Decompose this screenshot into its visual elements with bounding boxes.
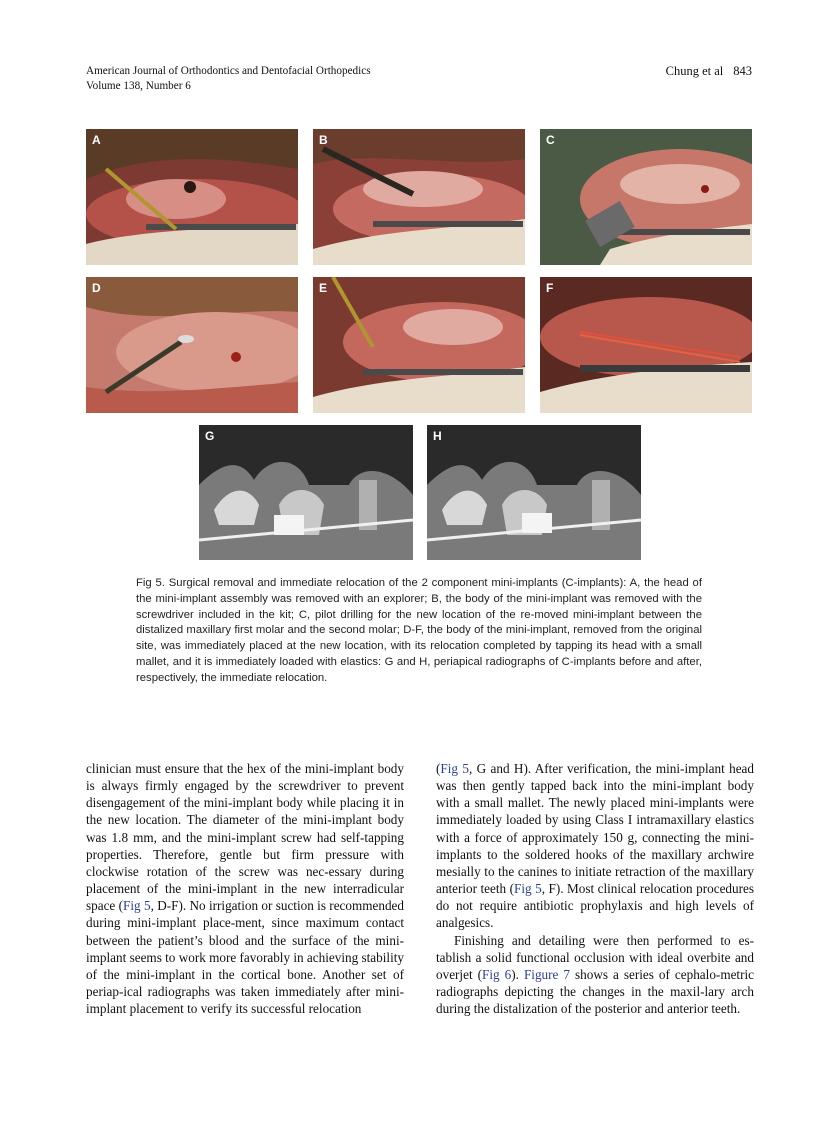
paragraph-text: (	[436, 761, 441, 776]
intraoral-photo	[86, 277, 298, 413]
paragraph	[436, 932, 754, 1018]
figure-reference-link[interactable]: Figure 7	[523, 966, 570, 982]
page-header-right	[666, 64, 752, 79]
journal-title: American Journal of Orthodontics and Dentofacial Orthopedics	[86, 65, 371, 77]
panel-label: H	[433, 429, 442, 443]
figure-caption	[136, 576, 702, 687]
intraoral-photo	[540, 277, 752, 413]
figure-reference-link[interactable]: Fig 6	[482, 966, 512, 982]
panel-label: D	[92, 281, 101, 295]
intraoral-photo	[313, 129, 525, 265]
periapical-radiograph	[199, 425, 413, 560]
intraoral-photo	[86, 129, 298, 265]
paragraph-text: , F). Most clinical relocation procedures do not require antibiotic prophylaxis and high levels of analgesics.	[436, 881, 754, 931]
figure-panel-f	[540, 277, 752, 413]
intraoral-photo	[313, 277, 525, 413]
panel-label: A	[92, 133, 101, 147]
paragraph-text: , G and H). After verification, the mini-implant head was then gently tapped back into the mini-implant body with a small mallet. The newly placed mini-implants were immediately loaded by using Class I intramaxillary elastics with a force of approximately 150 g, connecting the mini-implants to the soldered hooks of the maxillary archwire mesially to the canines to initiate retraction of the maxillary anterior teeth (	[436, 761, 754, 897]
figure-reference-link[interactable]: Fig 5	[440, 761, 469, 776]
journal-volume: Volume 138, Number 6	[86, 80, 191, 92]
paragraph-text: , D-F). No irrigation or suction is recommended during mini-implant place-ment, since maximum contact between the patient’s blood and the surface of the mini-implant seems to work more favorably in achieving stability of the mini-implant in the cortical bone. Another set of periap-ical radiographs was taken immediately after mini-implant placement to verify its successful relocation	[86, 898, 405, 1017]
panel-label: F	[546, 281, 554, 295]
figure-panel-g	[199, 425, 413, 560]
body-column-right	[436, 760, 754, 1017]
caption-text: Surgical removal and immediate relocation of the 2 component mini-implants (C-implants): A, the head of the mini-implant assembly was removed with an explorer; B, the body of the mini-implant was removed with the screwdriver included in the kit; C, pilot drilling for the new location of the re-moved mini-implant between the distalized maxillary first molar and the second molar; D-F, the body of the mini-implant, removed from the original site, was immediately placed at the new location, with its relocation completed by tapping its head with a small mallet, and it is immediately loaded with elastics: G and H, periapical radiographs of C-implants before and after, respectively, the immediate relocation.	[136, 577, 702, 684]
panel-label: C	[546, 133, 555, 147]
figure-reference-link[interactable]: Fig 5	[514, 881, 542, 897]
caption-label: Fig 5.	[136, 577, 165, 589]
figure-panel-h	[427, 425, 641, 560]
paragraph-text: Finishing and detailing were then performed to es-tablish a solid functional occlusion with ideal overbite and overjet (	[436, 932, 754, 982]
figure-reference-link[interactable]: Fig 5	[123, 898, 151, 914]
panel-label: B	[319, 133, 328, 147]
figure-panel-d	[86, 277, 298, 413]
authors: Chung et al	[665, 64, 724, 78]
panel-label: E	[319, 281, 328, 295]
paragraph-text: clinician must ensure that the hex of the mini-implant body is always firmly engaged by the screwdriver to prevent disengagement of the mini-implant body while placing it in the new location. The diameter of the mini-implant body was 1.8 mm, and the mini-implant screw had self-tapping properties. Therefore, gentle but firm pressure with clockwise rotation of the screw was nec-essary during placement of the mini-implant in the new interradicular space (	[86, 761, 404, 914]
paragraph-text: shows a series of cephalo-metric radiographs depicting the changes in the maxil-lary arch during the distalization of the posterior and anterior teeth.	[436, 966, 754, 1017]
periapical-radiograph	[427, 425, 641, 560]
page-number: 843	[733, 64, 752, 78]
paragraph-text: ).	[511, 966, 524, 982]
panel-label: G	[205, 429, 215, 443]
figure-panel-e	[313, 277, 525, 413]
body-column-left	[86, 760, 404, 1017]
intraoral-photo	[540, 129, 752, 265]
running-header	[86, 64, 371, 94]
figure-panel-b	[313, 129, 525, 265]
figure-panel-a	[86, 129, 298, 265]
figure-panel-c	[540, 129, 752, 265]
